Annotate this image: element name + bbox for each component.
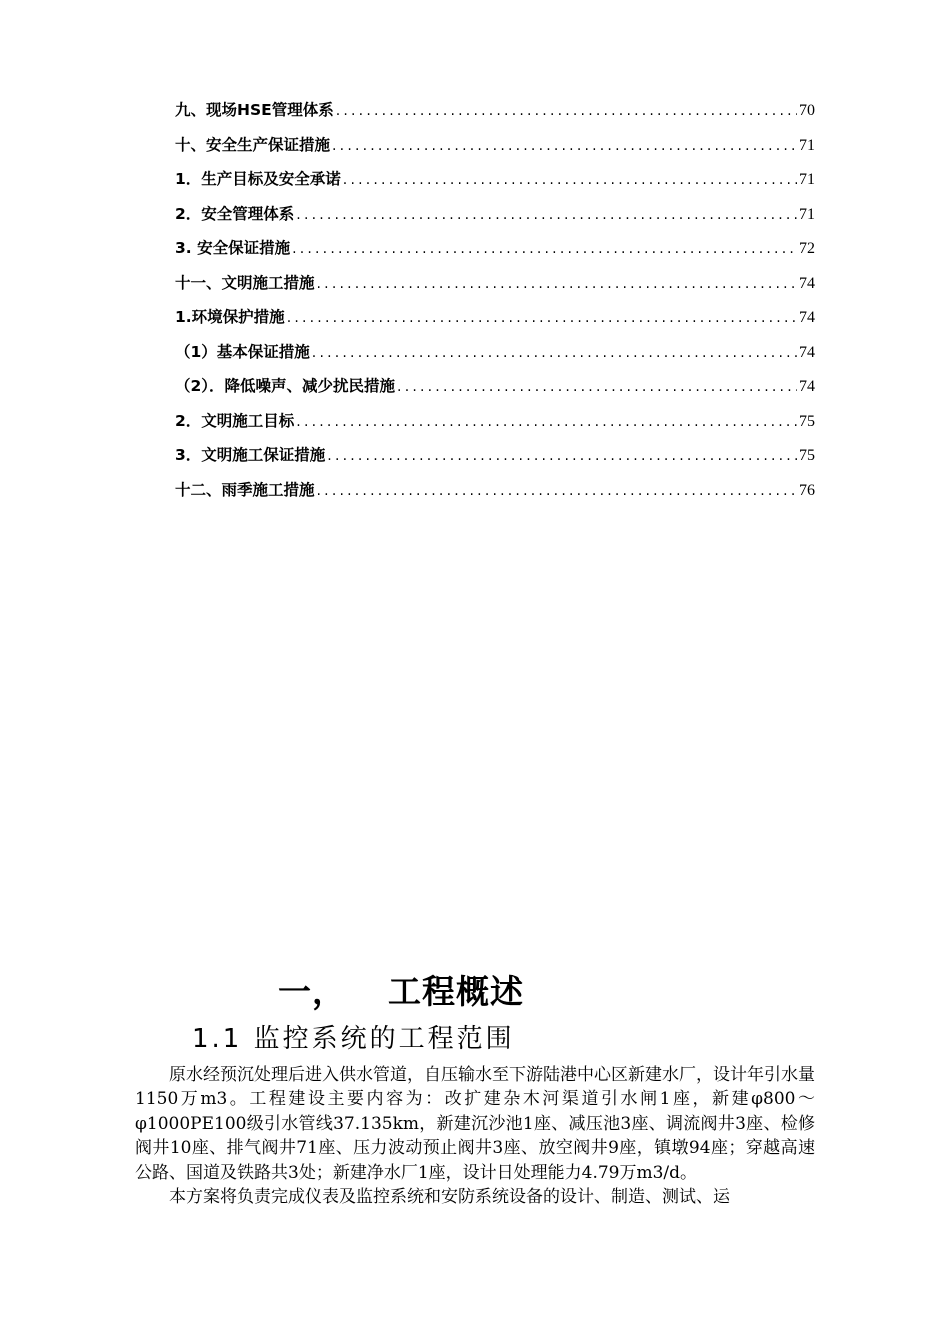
- chapter-heading: [278, 966, 524, 1013]
- toc-entry-label: 1.环境保护措施: [175, 308, 285, 326]
- toc-leader: [287, 310, 797, 326]
- toc-entry-label: 九、现场HSE管理体系: [175, 101, 334, 119]
- toc-entry-label: （2）．降低噪声、减少扰民措施: [175, 377, 396, 395]
- toc-leader: [312, 345, 797, 361]
- toc-entry-label: 1．生产目标及安全承诺: [175, 170, 341, 188]
- chapter-number: 一，: [278, 972, 346, 1011]
- toc-entry[interactable]: [175, 202, 815, 237]
- toc-entry[interactable]: [175, 133, 815, 168]
- toc-leader: [397, 379, 797, 395]
- toc-entry[interactable]: [175, 374, 815, 409]
- toc-leader: [343, 172, 797, 188]
- toc-page-number: 72: [799, 240, 815, 257]
- toc-page-number: 71: [799, 136, 815, 154]
- toc-entry[interactable]: [175, 305, 815, 340]
- toc-page-number: 74: [799, 274, 815, 292]
- toc-entry[interactable]: [175, 167, 815, 202]
- chapter-title: 工程概述: [388, 972, 524, 1011]
- toc-entry-label: 十、安全生产保证措施: [175, 135, 331, 154]
- toc-leader: [317, 276, 797, 292]
- toc-entry-label: 十一、文明施工措施: [175, 273, 315, 292]
- toc-entry[interactable]: [175, 271, 815, 306]
- toc-entry[interactable]: [175, 443, 815, 478]
- toc-entry[interactable]: [175, 98, 815, 133]
- toc-leader: [336, 103, 797, 119]
- toc-entry-label: 3．文明施工保证措施: [175, 446, 326, 464]
- toc-page-number: 74: [799, 309, 815, 326]
- toc-leader: [332, 138, 797, 154]
- toc-page-number: 76: [799, 481, 815, 499]
- body-paragraph: 本方案将负责完成仪表及监控系统和安防系统设备的设计、制造、测试、运: [169, 1187, 730, 1208]
- section-heading: 1.1 监控系统的工程范围: [192, 1024, 515, 1054]
- toc-page-number: 71: [799, 171, 815, 188]
- toc-leader: [296, 207, 797, 223]
- toc-entry-label: 2．安全管理体系: [175, 204, 295, 223]
- toc-page-number: 75: [799, 412, 815, 430]
- toc-page-number: 70: [799, 102, 815, 119]
- toc-entry-label: 3. 安全保证措施: [175, 239, 291, 257]
- toc-entry[interactable]: [175, 236, 815, 271]
- toc-page-number: 74: [799, 378, 815, 395]
- section-body: [135, 1063, 815, 1209]
- toc-entry-label: （1）基本保证措施: [175, 342, 310, 361]
- table-of-contents: [175, 98, 815, 512]
- toc-entry[interactable]: [175, 478, 815, 513]
- toc-leader: [317, 483, 797, 499]
- toc-leader: [296, 414, 797, 430]
- toc-entry[interactable]: [175, 409, 815, 444]
- toc-leader: [327, 448, 797, 464]
- toc-page-number: 75: [799, 447, 815, 464]
- toc-entry-label: 十二、雨季施工措施: [175, 480, 315, 499]
- toc-entry[interactable]: [175, 340, 815, 375]
- toc-leader: [292, 241, 797, 257]
- body-paragraph: 原水经预沉处理后进入供水管道，自压输水至下游陆港中心区新建水厂，设计年引水量1150万m3。工程建设主要内容为：改扩建杂木河渠道引水闸1座，新建φ800～φ1000PE100级引水管线37.135km，新建沉沙池1座、减压池3座、调流阀井3座、检修阀井10座、排气阀井71座、压力波动预止阀井3座、放空阀井9座，镇墩94座；穿越高速公路、国道及铁路共3处；新建净水厂1座，设计日处理能力4.79万m3/d。: [135, 1065, 815, 1183]
- toc-page-number: 71: [799, 205, 815, 223]
- toc-entry-label: 2．文明施工目标: [175, 411, 295, 430]
- toc-page-number: 74: [799, 343, 815, 361]
